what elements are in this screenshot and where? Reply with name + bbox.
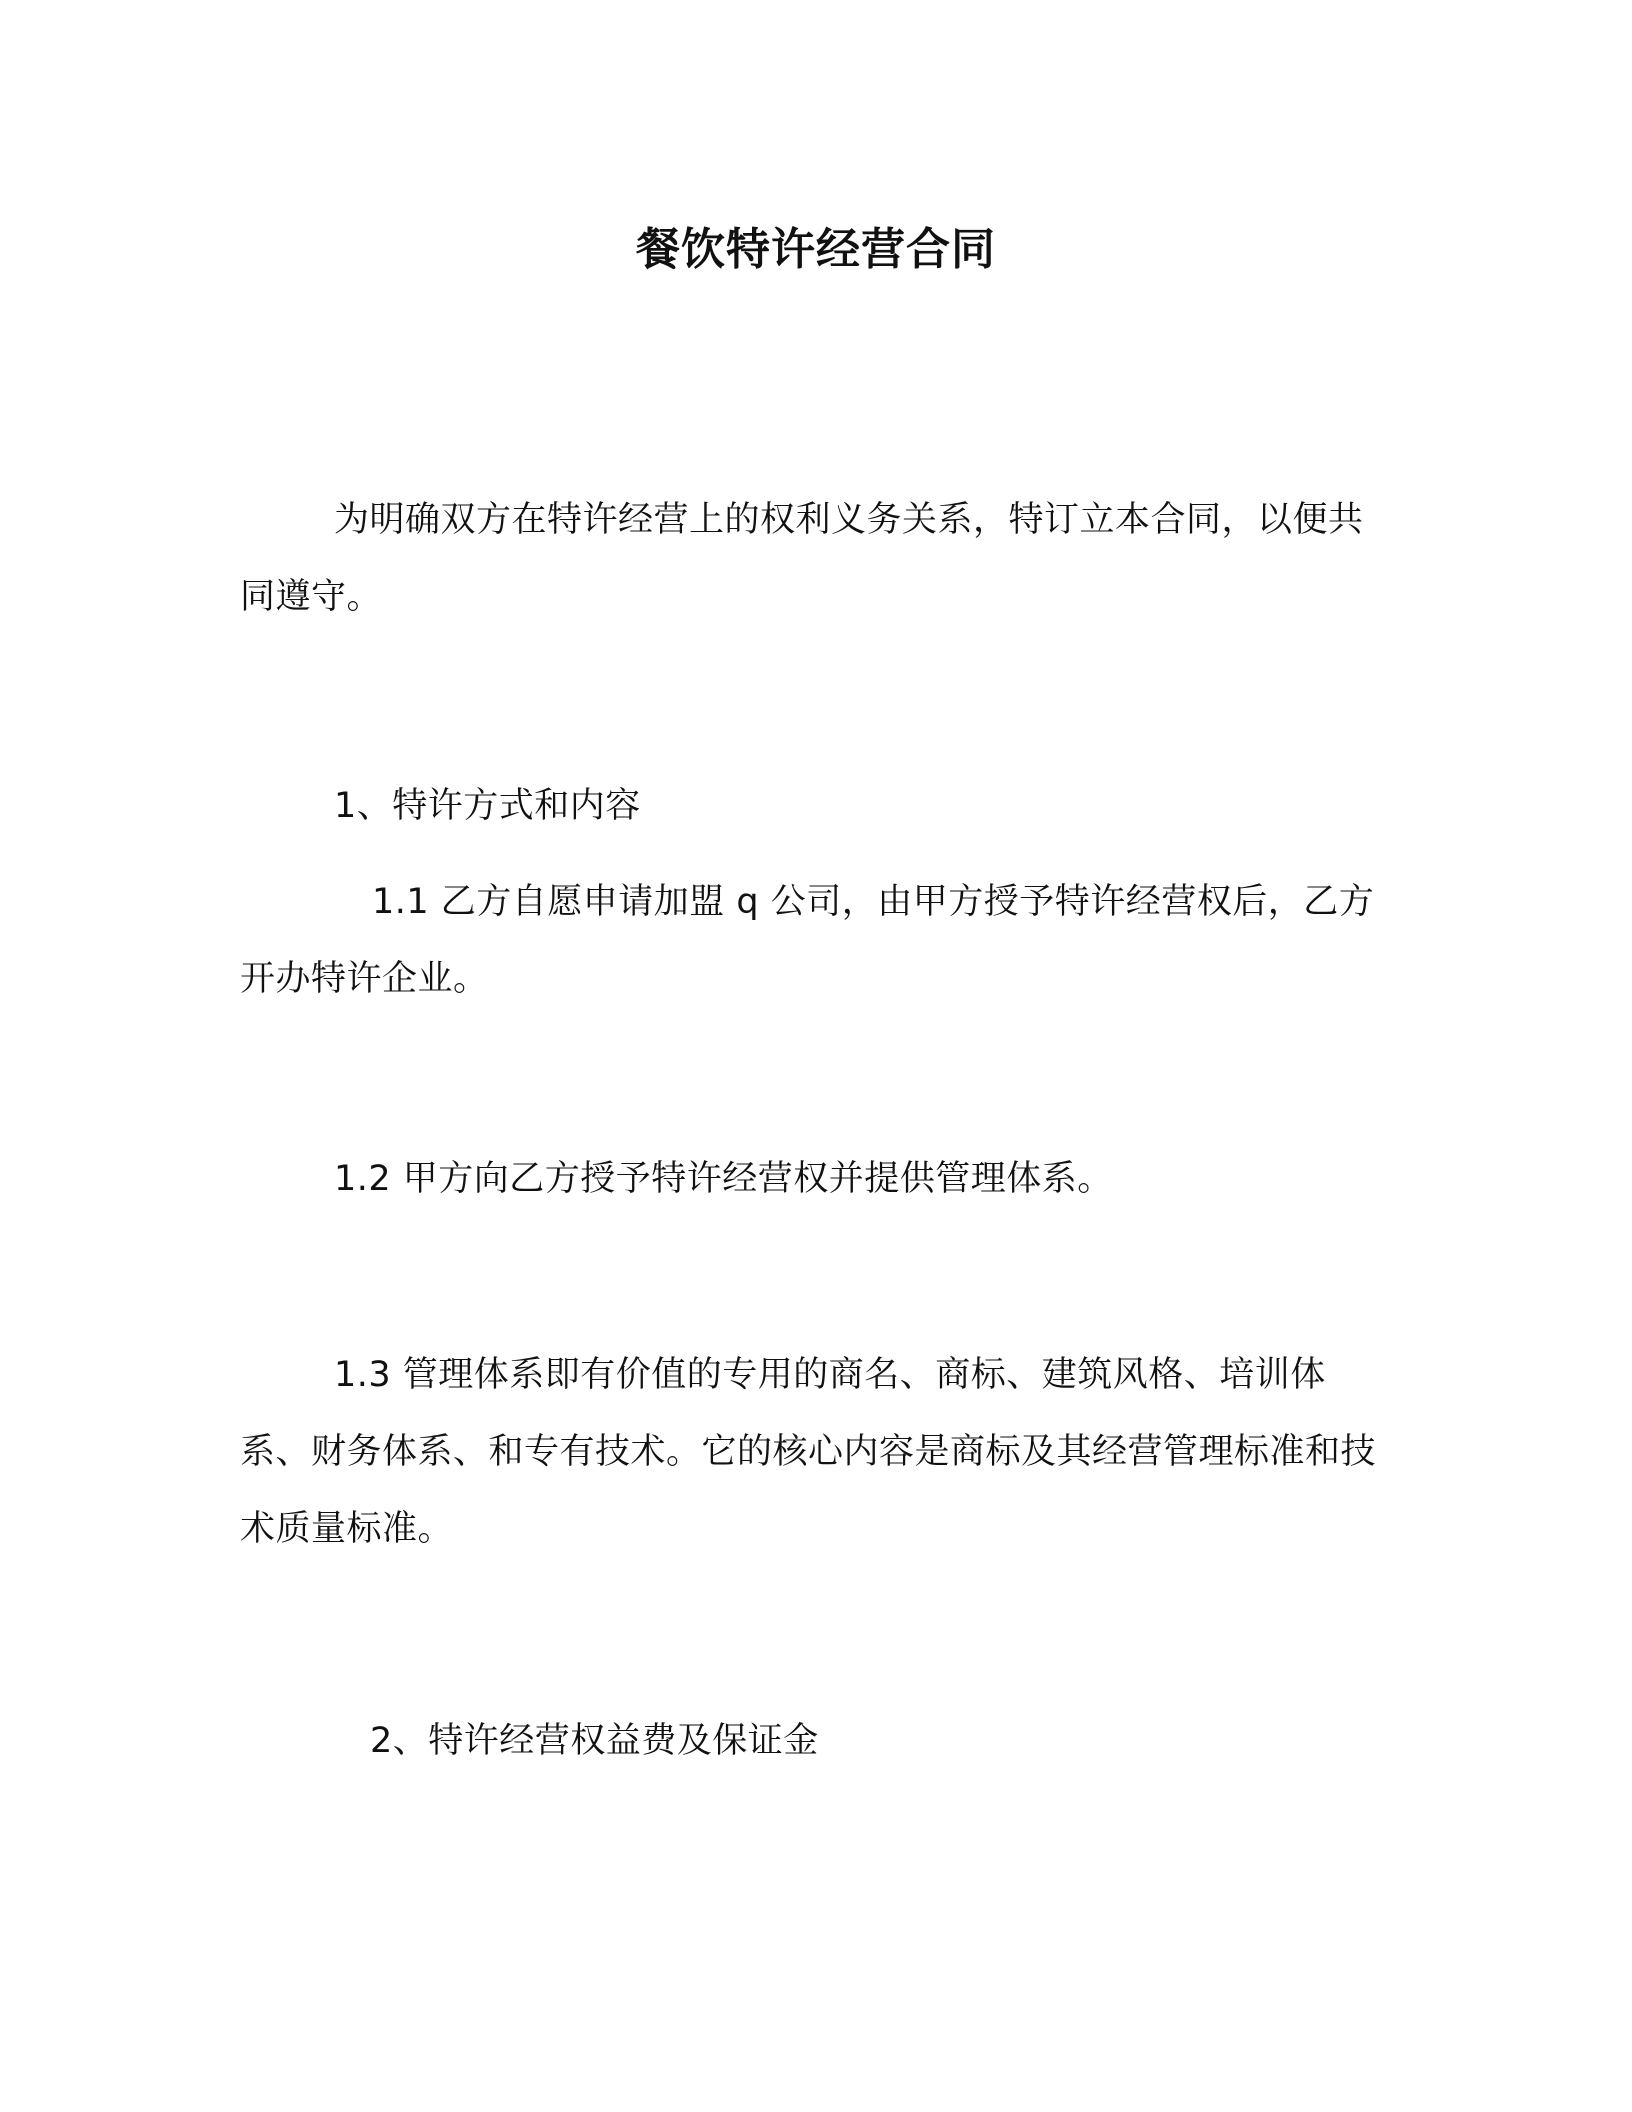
document-title: 餐饮特许经营合同: [636, 224, 996, 275]
clause-1-2: 1.2 甲方向乙方授予特许经营权并提供管理体系。: [334, 1159, 1113, 1199]
section-2-heading: 2、特许经营权益费及保证金: [370, 1721, 819, 1761]
intro-paragraph: 为明确双方在特许经营上的权利义务关系，特订立本合同，以便共同遵守。: [240, 500, 1364, 617]
section-1-heading: 1、特许方式和内容: [334, 786, 641, 826]
clause-1-1: 1.1 乙方自愿申请加盟 q 公司，由甲方授予特许经营权后，乙方开办特许企业。: [240, 882, 1375, 999]
clause-1-3: 1.3 管理体系即有价值的专用的商名、商标、建筑风格、培训体系、财务体系、和专有技术。它的核心内容是商标及其经营管理标准和技术质量标准。: [240, 1355, 1377, 1549]
